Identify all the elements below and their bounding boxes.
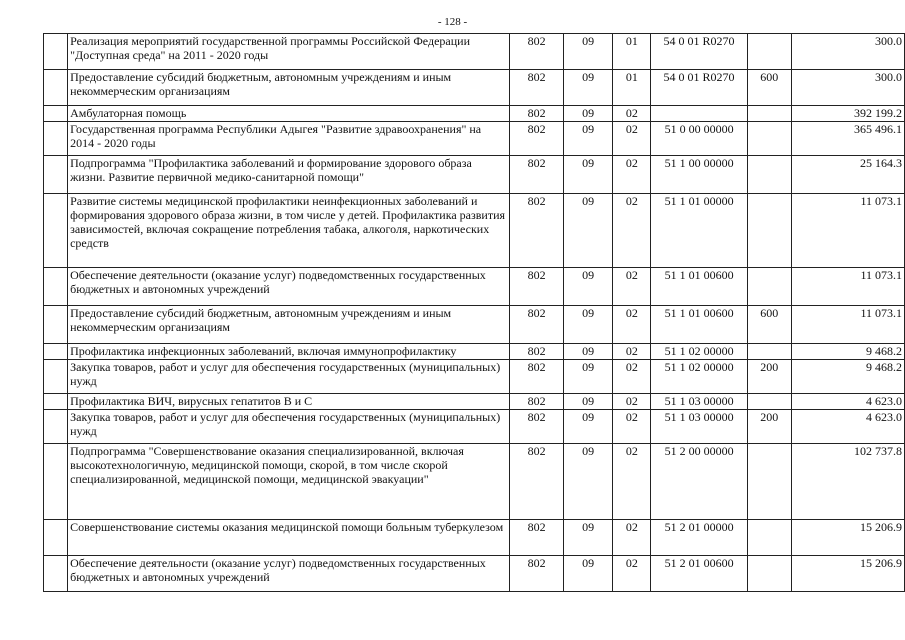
item-name: Подпрограмма "Совершенствование оказания специализированной, включая высокотехнологичную, медицинской помощи, скорой, в том числе скорой специализированной, медицинской помощи, медицинской эвакуации" — [68, 444, 510, 520]
ministry-code: 802 — [510, 268, 564, 306]
target-article-code: 51 1 03 00000 — [651, 394, 747, 410]
subsection-code: 02 — [613, 360, 651, 394]
section-code: 09 — [563, 394, 612, 410]
amount: 9 468.2 — [791, 360, 904, 394]
ministry-code: 802 — [510, 344, 564, 360]
table-row — [44, 520, 905, 556]
expense-type-code — [747, 394, 791, 410]
subsection-code: 01 — [613, 34, 651, 70]
table-row — [44, 410, 905, 444]
expense-type-code — [747, 194, 791, 268]
section-code: 09 — [563, 122, 612, 156]
item-name: Амбулаторная помощь — [68, 106, 510, 122]
target-article-code: 51 1 00 00000 — [651, 156, 747, 194]
table-row — [44, 34, 905, 70]
expense-type-code — [747, 444, 791, 520]
ministry-code: 802 — [510, 394, 564, 410]
subsection-code: 02 — [613, 520, 651, 556]
subsection-code: 02 — [613, 156, 651, 194]
row-index-cell — [44, 394, 68, 410]
row-index-cell — [44, 106, 68, 122]
row-index-cell — [44, 156, 68, 194]
amount: 300.0 — [791, 70, 904, 106]
target-article-code — [651, 106, 747, 122]
ministry-code: 802 — [510, 410, 564, 444]
subsection-code: 02 — [613, 122, 651, 156]
amount: 365 496.1 — [791, 122, 904, 156]
section-code: 09 — [563, 194, 612, 268]
item-name: Профилактика ВИЧ, вирусных гепатитов В и С — [68, 394, 510, 410]
item-name: Подпрограмма "Профилактика заболеваний и формирование здорового образа жизни. Развитие первичной медико-санитарной помощи" — [68, 156, 510, 194]
ministry-code: 802 — [510, 70, 564, 106]
amount: 102 737.8 — [791, 444, 904, 520]
item-name: Обеспечение деятельности (оказание услуг) подведомственных государственных бюджетных и автономных учреждений — [68, 268, 510, 306]
ministry-code: 802 — [510, 122, 564, 156]
subsection-code: 01 — [613, 70, 651, 106]
ministry-code: 802 — [510, 360, 564, 394]
row-index-cell — [44, 70, 68, 106]
expense-type-code — [747, 556, 791, 592]
section-code: 09 — [563, 344, 612, 360]
table-row — [44, 122, 905, 156]
subsection-code: 02 — [613, 194, 651, 268]
target-article-code: 51 2 01 00600 — [651, 556, 747, 592]
section-code: 09 — [563, 156, 612, 194]
budget-table — [43, 33, 905, 592]
subsection-code: 02 — [613, 344, 651, 360]
item-name: Профилактика инфекционных заболеваний, включая иммунопрофилактику — [68, 344, 510, 360]
ministry-code: 802 — [510, 106, 564, 122]
row-index-cell — [44, 344, 68, 360]
table-row — [44, 268, 905, 306]
table-row — [44, 444, 905, 520]
section-code: 09 — [563, 360, 612, 394]
ministry-code: 802 — [510, 306, 564, 344]
expense-type-code: 600 — [747, 70, 791, 106]
section-code: 09 — [563, 268, 612, 306]
expense-type-code: 200 — [747, 410, 791, 444]
item-name: Государственная программа Республики Адыгея "Развитие здравоохранения" на 2014 - 2020 годы — [68, 122, 510, 156]
table-row — [44, 106, 905, 122]
section-code: 09 — [563, 410, 612, 444]
section-code: 09 — [563, 444, 612, 520]
item-name: Совершенствование системы оказания медицинской помощи больным туберкулезом — [68, 520, 510, 556]
amount: 300.0 — [791, 34, 904, 70]
expense-type-code — [747, 520, 791, 556]
expense-type-code — [747, 34, 791, 70]
row-index-cell — [44, 306, 68, 344]
ministry-code: 802 — [510, 444, 564, 520]
section-code: 09 — [563, 34, 612, 70]
item-name: Предоставление субсидий бюджетным, автономным учреждениям и иным некоммерческим организациям — [68, 306, 510, 344]
section-code: 09 — [563, 556, 612, 592]
target-article-code: 51 2 00 00000 — [651, 444, 747, 520]
target-article-code: 51 1 01 00600 — [651, 306, 747, 344]
table-row — [44, 360, 905, 394]
ministry-code: 802 — [510, 556, 564, 592]
table-row — [44, 70, 905, 106]
table-row — [44, 394, 905, 410]
subsection-code: 02 — [613, 444, 651, 520]
expense-type-code: 200 — [747, 360, 791, 394]
target-article-code: 51 1 03 00000 — [651, 410, 747, 444]
row-index-cell — [44, 556, 68, 592]
expense-type-code — [747, 268, 791, 306]
row-index-cell — [44, 360, 68, 394]
amount: 25 164.3 — [791, 156, 904, 194]
item-name: Закупка товаров, работ и услуг для обеспечения государственных (муниципальных) нужд — [68, 360, 510, 394]
row-index-cell — [44, 34, 68, 70]
section-code: 09 — [563, 106, 612, 122]
expense-type-code — [747, 122, 791, 156]
item-name: Развитие системы медицинской профилактики неинфекционных заболеваний и формирования здорового образа жизни, в том числе у детей. Профилактика развития зависимостей, включая сокращение потребления табака, алкоголя, наркотических средств — [68, 194, 510, 268]
row-index-cell — [44, 122, 68, 156]
row-index-cell — [44, 268, 68, 306]
amount: 15 206.9 — [791, 520, 904, 556]
table-row — [44, 556, 905, 592]
amount: 15 206.9 — [791, 556, 904, 592]
table-row — [44, 194, 905, 268]
subsection-code: 02 — [613, 556, 651, 592]
subsection-code: 02 — [613, 394, 651, 410]
target-article-code: 51 0 00 00000 — [651, 122, 747, 156]
table-row — [44, 156, 905, 194]
target-article-code: 51 1 02 00000 — [651, 360, 747, 394]
amount: 11 073.1 — [791, 194, 904, 268]
amount: 9 468.2 — [791, 344, 904, 360]
expense-type-code — [747, 106, 791, 122]
amount: 11 073.1 — [791, 268, 904, 306]
target-article-code: 51 2 01 00000 — [651, 520, 747, 556]
table-row — [44, 344, 905, 360]
expense-type-code — [747, 344, 791, 360]
target-article-code: 51 1 01 00000 — [651, 194, 747, 268]
ministry-code: 802 — [510, 520, 564, 556]
section-code: 09 — [563, 70, 612, 106]
item-name: Предоставление субсидий бюджетным, автономным учреждениям и иным некоммерческим организациям — [68, 70, 510, 106]
ministry-code: 802 — [510, 156, 564, 194]
amount: 4 623.0 — [791, 410, 904, 444]
section-code: 09 — [563, 306, 612, 344]
target-article-code: 54 0 01 R0270 — [651, 34, 747, 70]
table-row — [44, 306, 905, 344]
target-article-code: 54 0 01 R0270 — [651, 70, 747, 106]
target-article-code: 51 1 02 00000 — [651, 344, 747, 360]
amount: 392 199.2 — [791, 106, 904, 122]
row-index-cell — [44, 520, 68, 556]
row-index-cell — [44, 410, 68, 444]
item-name: Закупка товаров, работ и услуг для обеспечения государственных (муниципальных) нужд — [68, 410, 510, 444]
ministry-code: 802 — [510, 34, 564, 70]
item-name: Реализация мероприятий государственной программы Российской Федерации "Доступная среда" на 2011 - 2020 годы — [68, 34, 510, 70]
item-name: Обеспечение деятельности (оказание услуг) подведомственных государственных бюджетных и автономных учреждений — [68, 556, 510, 592]
expense-type-code: 600 — [747, 306, 791, 344]
subsection-code: 02 — [613, 306, 651, 344]
section-code: 09 — [563, 520, 612, 556]
subsection-code: 02 — [613, 410, 651, 444]
row-index-cell — [44, 444, 68, 520]
expense-type-code — [747, 156, 791, 194]
page-number: - 128 - — [437, 16, 468, 28]
amount: 4 623.0 — [791, 394, 904, 410]
subsection-code: 02 — [613, 268, 651, 306]
row-index-cell — [44, 194, 68, 268]
ministry-code: 802 — [510, 194, 564, 268]
subsection-code: 02 — [613, 106, 651, 122]
target-article-code: 51 1 01 00600 — [651, 268, 747, 306]
amount: 11 073.1 — [791, 306, 904, 344]
